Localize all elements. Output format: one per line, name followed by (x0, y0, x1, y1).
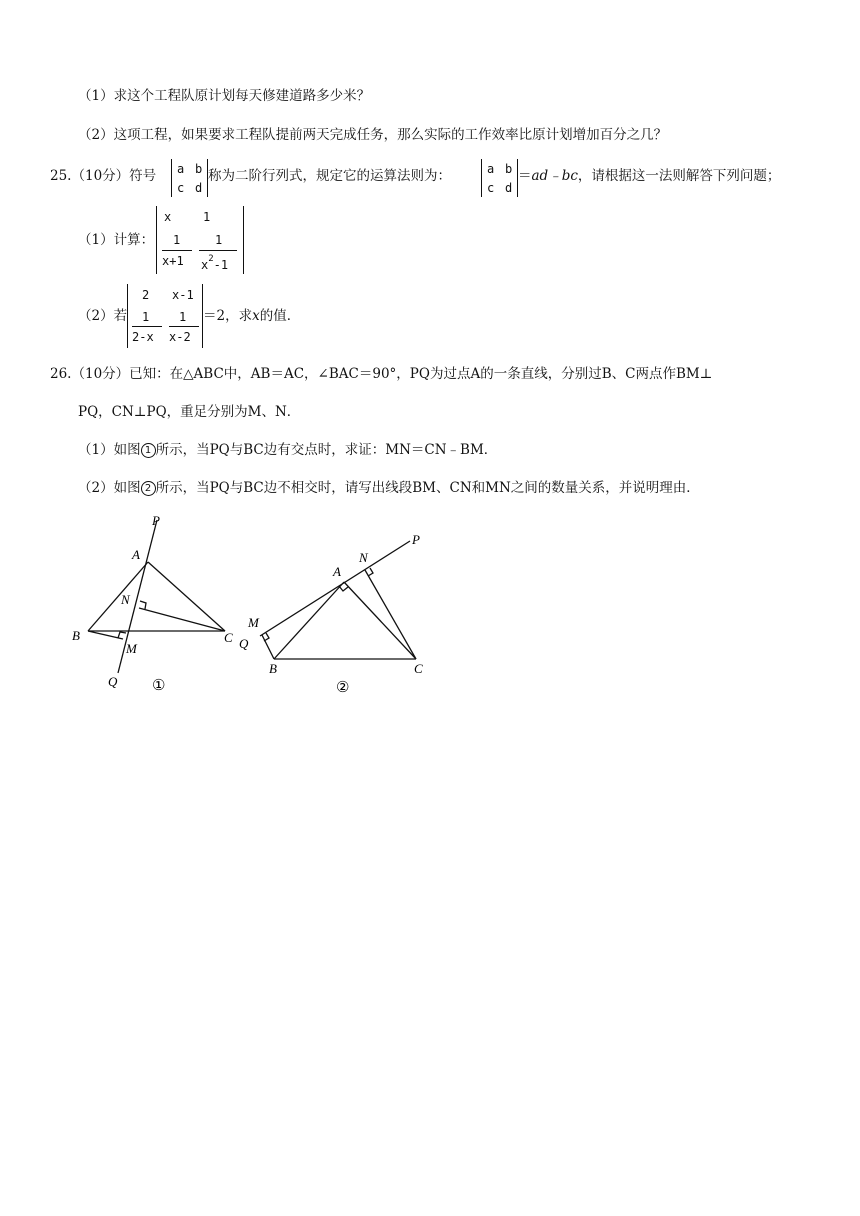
label-n: N (359, 550, 368, 565)
label-p: P (152, 513, 160, 528)
den-base: x (201, 258, 209, 272)
det-entry-d: d (505, 181, 513, 195)
det-entry-d: d (195, 181, 203, 195)
q26-sub2-a: （2）如图 (78, 480, 141, 496)
fraction-denominator: x+1 (162, 254, 184, 268)
q25-text-a: 符号 (129, 168, 157, 184)
right-angle-a (339, 586, 348, 591)
question-number: 25. (50, 168, 72, 184)
det-entry-a: a (177, 162, 185, 176)
det-entry-b: b (195, 162, 203, 176)
label-n: N (121, 592, 130, 607)
determinant-rule (481, 159, 518, 197)
figure-2 (232, 524, 432, 704)
question-score: （10分） (71, 168, 130, 184)
determinant-sub1 (156, 206, 244, 274)
q25-text-d: ，请根据这一法则解答下列问题； (577, 168, 781, 184)
det-entry-b: b (505, 162, 513, 176)
q26-sub2 (78, 480, 700, 496)
segment-ac (344, 582, 416, 659)
fraction-numerator: 1 (173, 233, 181, 247)
q24-sub2-text: （2）这项工程，如果要求工程队提前两天完成任务，那么实际的工作效率比原计划增加百分之几？ (78, 127, 668, 143)
label-q: Q (108, 674, 118, 689)
det-entry-x: x (164, 210, 172, 224)
q26-sub1-a: （1）如图 (78, 442, 141, 458)
right-angle-n (140, 601, 146, 609)
fraction-numerator: 1 (215, 233, 223, 247)
variable-x: x (252, 308, 260, 324)
equals-sign: ＝ (518, 168, 532, 184)
figure-1-caption: ① (152, 678, 166, 694)
label-c: C (414, 661, 423, 676)
q25-sub1-label: （1）计算： (78, 232, 155, 248)
q25-sub2-label: （2）若 (78, 308, 128, 324)
fraction-denominator (201, 254, 229, 272)
determinant-symbol (171, 159, 208, 197)
label-c: C (224, 630, 233, 645)
rule-formula: ad﹣bc (531, 168, 578, 184)
determinant-sub2 (127, 284, 203, 348)
circled-number-1: 1 (141, 443, 156, 458)
segment-ba (88, 562, 148, 631)
label-q: Q (239, 636, 249, 651)
segment-cn (365, 570, 416, 659)
den-exponent: 2 (208, 254, 214, 264)
q25-sub2-tail (203, 308, 300, 324)
q26-sub2-b: 所示，当PQ与BC边不相交时，请写出线段BM、CN和MN之间的数量关系，并说明理由． (155, 480, 700, 496)
fraction-numerator: 1 (179, 310, 187, 324)
q25-rule (518, 168, 780, 184)
line-pq (260, 541, 410, 636)
q25-stem (50, 168, 156, 184)
right-angle-m (118, 632, 126, 638)
label-a: A (333, 564, 341, 579)
question-score: （10分） (71, 366, 130, 382)
det-entry-x-minus-1: x-1 (172, 288, 194, 302)
figure-2-caption: ② (336, 680, 350, 696)
fraction-numerator: 1 (142, 310, 150, 324)
right-angle-n (368, 568, 373, 576)
det-entry-one: 1 (203, 210, 211, 224)
det-entry-two: 2 (142, 288, 150, 302)
label-a: A (132, 547, 140, 562)
q25-text-b: 称为二阶行列式，规定它的运算法则为： (208, 168, 451, 184)
fraction-denominator: x-2 (169, 330, 191, 344)
label-m: M (126, 641, 137, 656)
q26-sub1 (78, 442, 497, 458)
equals-two: ＝2，求 (203, 308, 253, 324)
circled-number-2: 2 (141, 481, 156, 496)
right-angle-m (264, 633, 269, 641)
question-number: 26. (50, 366, 72, 382)
label-m: M (248, 615, 259, 630)
den-tail: -1 (213, 258, 229, 272)
figure-1 (60, 508, 250, 698)
q26-line2: PQ，CN⊥PQ，重足分别为M、N． (78, 404, 301, 420)
label-b: B (269, 661, 277, 676)
det-entry-a: a (487, 162, 495, 176)
q25-sub2-end: 的值． (259, 308, 301, 324)
det-entry-c: c (487, 181, 495, 195)
q26-stem: 已知：在△ABC中，AB＝AC，∠BAC＝90°，PQ为过点A的一条直线，分别过B、C两点作BM⊥ (129, 366, 713, 382)
label-b: B (72, 628, 80, 643)
q26-line1 (50, 366, 712, 382)
label-p: P (412, 532, 420, 547)
q26-sub1-b: 所示，当PQ与BC边有交点时，求证：MN＝CN﹣BM． (155, 442, 498, 458)
det-entry-c: c (177, 181, 185, 195)
fraction-denominator: 2-x (132, 330, 154, 344)
q24-sub1-text: （1）求这个工程队原计划每天修建道路多少米？ (78, 88, 371, 104)
